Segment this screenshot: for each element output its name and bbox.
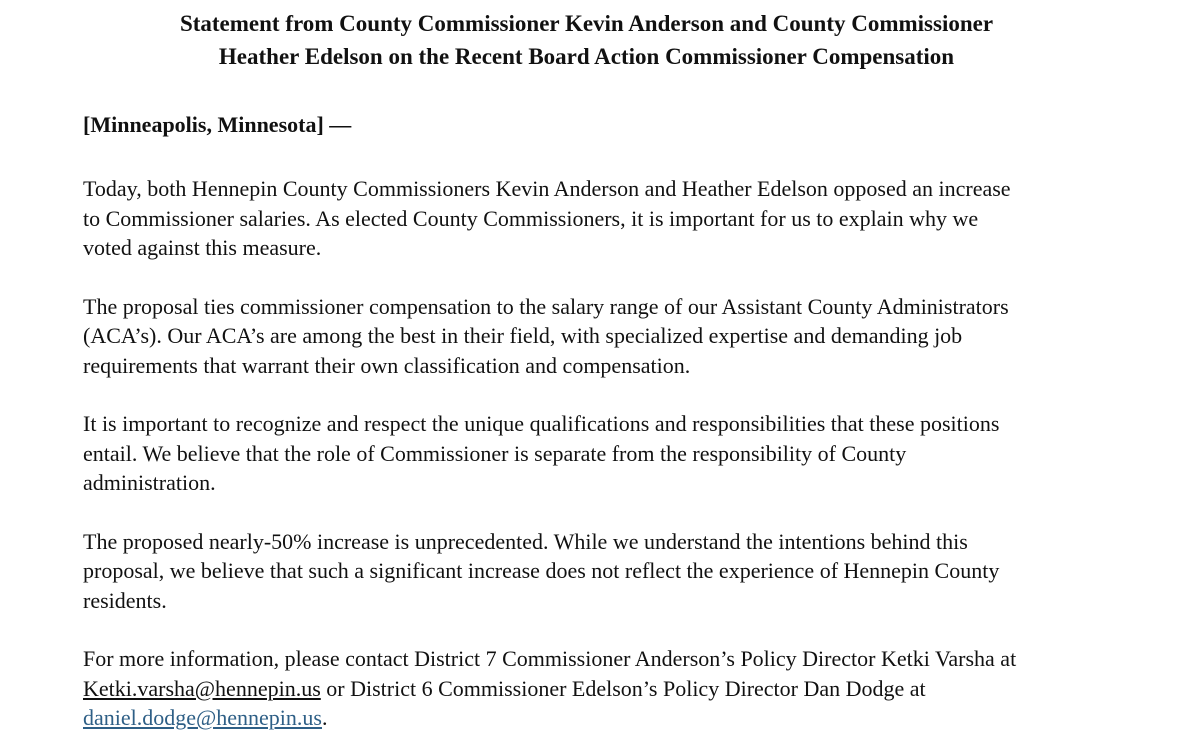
paragraph-opposition [83,174,1173,263]
daniel-email-link[interactable]: daniel.dodge@hennepin.us [83,705,322,730]
p5-end: . [321,705,328,730]
p4-line-2: proposal, we believe that such a significant increase does not reflect the experience of Hennepin County [83,558,1000,583]
p4-line-3: residents. [83,587,167,613]
p1-line-3: voted against this measure. [83,235,322,260]
p2-line-2: (ACA’s). Our ACA’s are among the best in their field, with specialized expertise and demanding job [83,323,963,348]
title-line-2: Heather Edelson on the Recent Board Action Commissioner Compensation [218,44,955,69]
ketki-email-link[interactable]: Ketki.varsha@hennepin.us [83,675,321,701]
p2-line-1: The proposal ties commissioner compensation to the salary range of our Assistant County Administrators [83,293,1009,319]
p1-line-1: Today, both Hennepin County Commissioners Kevin Anderson and Heather Edelson opposed an increase [83,176,1011,201]
title-line-1: Statement from County Commissioner Kevin Anderson and County Commissioner [179,11,994,36]
statement-title [83,7,1090,73]
p3-line-1: It is important to recognize and respect the unique qualifications and responsibilities that these positions [83,411,1000,436]
p3-line-3: administration. [83,470,216,495]
paragraph-role [83,409,1173,498]
paragraph-increase [83,527,1173,616]
dateline: [Minneapolis, Minnesota] — [83,112,352,137]
p4-line-1: The proposed nearly-50% increase is unprecedented. While we understand the intentions behind this [83,528,968,554]
p3-line-2: entail. We believe that the role of Commissioner is separate from the responsibility of County [83,440,907,466]
p5-line-1: For more information, please contact District 7 Commissioner Anderson’s Policy Director Ketki Varsha at [83,646,1017,671]
press-statement-document [83,0,1173,733]
p5-line-2: or District 6 Commissioner Edelson’s Policy Director Dan Dodge at [320,675,926,701]
p2-line-3: requirements that warrant their own classification and compensation. [83,352,691,378]
paragraph-proposal [83,292,1173,381]
paragraph-contact [83,644,1173,733]
p1-line-2: to Commissioner salaries. As elected County Commissioners, it is important for us to explain why we [83,205,979,231]
